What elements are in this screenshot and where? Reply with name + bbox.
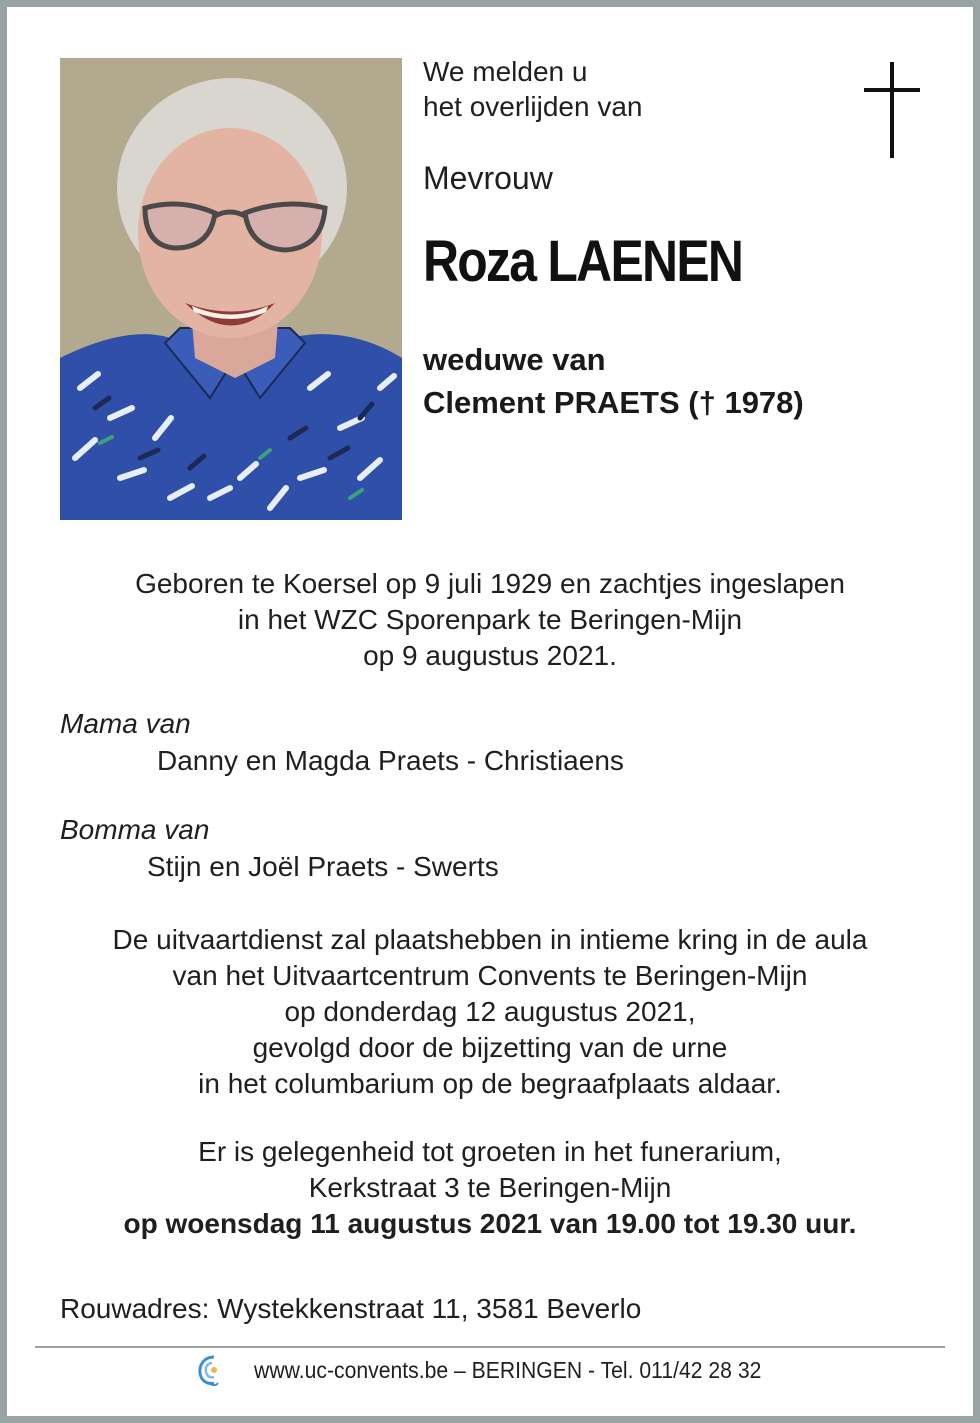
birth-line: Geboren te Koersel op 9 juli 1929 en zachtjes ingeslapen: [135, 568, 845, 599]
deceased-name: Roza LAENEN: [423, 229, 743, 294]
service-line: in het columbarium op de begraafplaats aldaar.: [198, 1068, 782, 1099]
visitation-paragraph: [0, 1134, 980, 1242]
service-line: op donderdag 12 augustus 2021,: [284, 996, 696, 1027]
intro-line: het overlijden van: [423, 91, 643, 122]
intro-line: We melden u: [423, 56, 588, 87]
birth-line: in het WZC Sporenpark te Beringen-Mijn: [237, 604, 743, 635]
service-paragraph: [0, 922, 980, 1102]
widow-of: [423, 338, 804, 424]
visitation-time: op woensdag 11 augustus 2021 van 19.00 tot 19.30 uur.: [123, 1208, 857, 1239]
footer-divider: [35, 1346, 945, 1348]
spouse-name: Clement PRAETS († 1978): [423, 385, 804, 420]
visitation-line: Er is gelegenheid tot groeten in het funerarium,: [198, 1136, 782, 1167]
visitation-line: Kerkstraat 3 te Beringen-Mijn: [308, 1172, 672, 1203]
bomma-names: Stijn en Joël Praets - Swerts: [147, 851, 499, 882]
birth-paragraph: [0, 566, 980, 674]
bomma-label: Bomma van: [60, 814, 210, 845]
uc-convents-logo-icon: [196, 1353, 222, 1387]
cross-icon: [864, 62, 920, 158]
mama-names: Danny en Magda Praets - Christiaens: [157, 745, 624, 776]
service-line: gevolgd door de bijzetting van de urne: [252, 1032, 728, 1063]
announcement-intro: [423, 54, 642, 124]
service-line: van het Uitvaartcentrum Convents te Beringen-Mijn: [172, 960, 808, 991]
service-line: De uitvaartdienst zal plaatshebben in intieme kring in de aula: [112, 924, 868, 955]
footer-contact: www.uc-convents.be – BERINGEN - Tel. 011/42 28 32: [254, 1356, 762, 1383]
mama-label: Mama van: [60, 708, 191, 739]
honorific-title: Mevrouw: [423, 160, 553, 196]
birth-line: op 9 augustus 2021.: [363, 640, 617, 671]
footer: [0, 1350, 980, 1390]
portrait-photo: [60, 58, 402, 520]
widow-label: weduwe van: [423, 342, 606, 377]
mourning-address: Rouwadres: Wystekkenstraat 11, 3581 Beverlo: [60, 1293, 642, 1324]
